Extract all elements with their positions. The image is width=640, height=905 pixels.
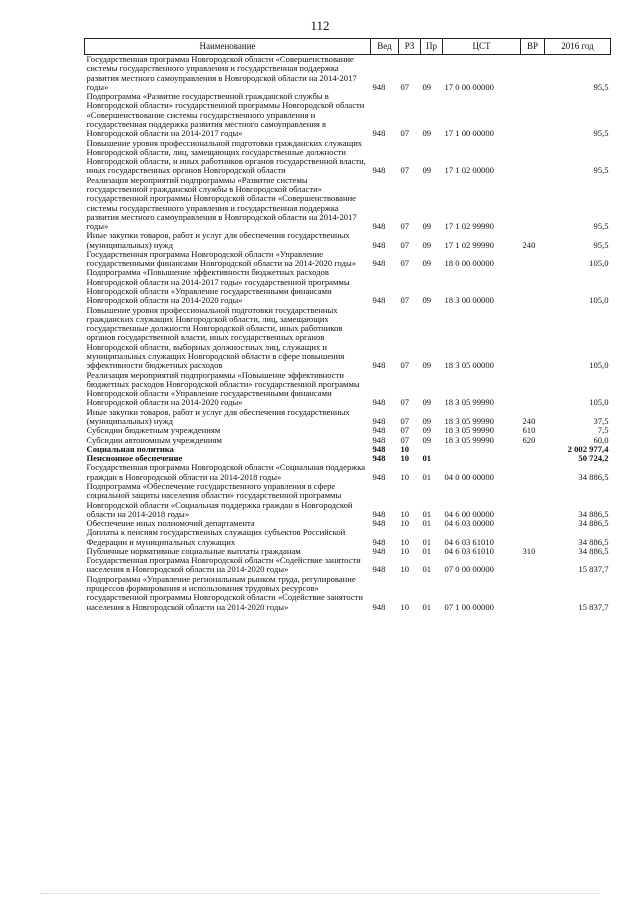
cell-rz: 07 <box>400 434 410 445</box>
cell-cst: 18 3 05 99990 <box>444 397 494 408</box>
cell-sum: 95,5 <box>593 81 609 92</box>
cell-sum: 37,5 <box>593 415 609 426</box>
cell-name: Подпрограмма «Обеспечение государственного управления в сфере социальной защиты населения области» государственной программы Новгородской области «Социальная поддержка граждан в Новгородской области на 2014-2018 годы» <box>86 480 353 519</box>
cell-sum: 34 886,5 <box>578 471 609 482</box>
table-row <box>85 268 611 305</box>
cell-ved: 948 <box>372 508 386 519</box>
cell-cst: 07 0 00 00000 <box>444 564 494 575</box>
cell-rz: 10 <box>400 601 410 612</box>
cell-sum: 34 886,5 <box>578 518 609 529</box>
cell-ved: 948 <box>372 471 386 482</box>
table-row <box>85 250 611 269</box>
header-ved: Вед <box>371 39 399 55</box>
cell-vr <box>521 371 545 408</box>
cell-cst: 18 3 05 99990 <box>444 434 494 445</box>
cell-pr: 09 <box>422 128 432 139</box>
cell-sum: 95,5 <box>593 165 609 176</box>
cell-cst <box>443 454 521 463</box>
cell-vr <box>521 556 545 575</box>
cell-vr <box>521 92 545 138</box>
cell-sum: 15 837,7 <box>578 601 609 612</box>
table-row <box>85 231 611 250</box>
cell-cst: 04 6 03 61010 <box>444 545 494 556</box>
cell-cst: 18 3 05 99990 <box>444 415 494 426</box>
cell-name: Субсидии автономным учреждениям <box>86 434 222 445</box>
cell-vr <box>521 268 545 305</box>
cell-vr: 240 <box>522 415 536 426</box>
cell-rz: 07 <box>400 415 410 426</box>
table-row <box>85 176 611 232</box>
cell-vr <box>521 176 545 232</box>
table-row <box>85 556 611 575</box>
cell-pr: 09 <box>422 81 432 92</box>
cell-name: Повышение уровня профессиональной подготовки гражданских служащих Новгородской области, лиц, замещающих государственные должности Новгородской области, и иных работников органов государственной власти, иных государственных органов Новгородской области <box>86 137 366 176</box>
cell-cst <box>443 445 521 454</box>
cell-pr: 09 <box>422 434 432 445</box>
table-row <box>85 371 611 408</box>
cell-ved: 948 <box>372 434 386 445</box>
cell-vr <box>521 482 545 519</box>
cell-rz: 07 <box>400 360 410 371</box>
table-row <box>85 528 611 547</box>
page-number: 112 <box>310 18 330 33</box>
cell-vr <box>521 575 545 612</box>
cell-cst: 17 1 02 99990 <box>444 221 494 232</box>
table-row <box>85 139 611 176</box>
cell-cst: 18 3 00 00000 <box>444 295 494 306</box>
cell-sum: 50 724,2 <box>578 453 609 464</box>
cell-vr <box>521 55 545 93</box>
cell-name: Подпрограмма «Управление региональным рынком труда, регулирование процессов формирования и использования трудовых ресурсов» государственной программы Новгородской области «Содействие занятости населения в Новгородской области на 2014-2020 годы» <box>86 573 364 612</box>
cell-pr: 09 <box>422 295 432 306</box>
cell-rz: 07 <box>400 221 410 232</box>
cell-vr: 620 <box>522 434 536 445</box>
cell-rz: 07 <box>400 128 410 139</box>
cell-pr: 01 <box>422 453 432 464</box>
cell-rz: 07 <box>400 165 410 176</box>
cell-rz: 07 <box>400 81 410 92</box>
cell-ved: 948 <box>372 295 386 306</box>
cell-cst: 04 6 03 00000 <box>444 518 494 529</box>
cell-rz: 10 <box>400 545 410 556</box>
budget-table <box>84 38 611 612</box>
cell-name: Иные закупки товаров, работ и услуг для обеспечения государственных (муниципальных) нужд <box>86 230 350 250</box>
cell-sum: 95,5 <box>593 239 609 250</box>
table-row <box>85 306 611 371</box>
cell-ved: 948 <box>372 545 386 556</box>
cell-sum: 15 837,7 <box>578 564 609 575</box>
cell-vr: 240 <box>522 239 536 250</box>
cell-cst: 04 6 03 61010 <box>444 536 494 547</box>
cell-sum: 95,5 <box>593 221 609 232</box>
cell-rz: 07 <box>400 425 410 436</box>
cell-pr: 01 <box>422 545 432 556</box>
cell-vr <box>521 306 545 371</box>
cell-ved: 948 <box>372 360 386 371</box>
cell-vr <box>521 445 545 454</box>
cell-cst: 07 1 00 00000 <box>444 601 494 612</box>
cell-name: Обеспечение иных полномочий департамента <box>86 518 255 529</box>
cell-pr: 09 <box>422 221 432 232</box>
cell-vr <box>521 250 545 269</box>
cell-pr: 09 <box>422 415 432 426</box>
cell-ved: 948 <box>372 165 386 176</box>
cell-rz: 07 <box>400 239 410 250</box>
cell-pr: 09 <box>422 425 432 436</box>
table-row <box>85 408 611 427</box>
header-cst: ЦСТ <box>443 39 521 55</box>
cell-name: Государственная программа Новгородской области «Совершенствование системы государственного управления и государственная поддержка развития местного самоуправления в Новгородской области на 2014-2017 годы» <box>86 54 357 92</box>
cell-cst: 04 0 00 00000 <box>444 471 494 482</box>
scan-edge-marks <box>40 893 600 898</box>
cell-name: Публичные нормативные социальные выплаты гражданам <box>86 545 301 556</box>
cell-ved: 948 <box>372 258 386 269</box>
cell-cst: 17 1 02 99990 <box>444 239 494 250</box>
header-rz: РЗ <box>399 39 421 55</box>
header-sum: 2016 год <box>545 39 611 55</box>
cell-rz: 07 <box>400 258 410 269</box>
cell-ved: 948 <box>372 128 386 139</box>
cell-name: Иные закупки товаров, работ и услуг для обеспечения государственных (муниципальных) нужд <box>86 406 350 426</box>
cell-sum: 105,0 <box>589 258 609 269</box>
cell-ved: 948 <box>372 397 386 408</box>
cell-cst: 17 1 02 00000 <box>444 165 494 176</box>
cell-rz: 10 <box>400 471 410 482</box>
cell-pr: 09 <box>422 360 432 371</box>
cell-pr: 01 <box>422 564 432 575</box>
cell-pr: 09 <box>422 258 432 269</box>
cell-name: Социальная политика <box>86 443 174 454</box>
cell-rz: 10 <box>400 564 410 575</box>
cell-ved: 948 <box>372 81 386 92</box>
cell-pr: 01 <box>422 508 432 519</box>
cell-ved: 948 <box>372 518 386 529</box>
cell-pr: 01 <box>422 518 432 529</box>
cell-sum: 34 886,5 <box>578 508 609 519</box>
cell-sum: 60,0 <box>593 434 609 445</box>
cell-name: Государственная программа Новгородской области «Управление государственными финансами Новгородской области на 2014-2020 годы» <box>86 248 357 269</box>
cell-pr: 01 <box>422 601 432 612</box>
cell-ved: 948 <box>372 425 386 436</box>
cell-ved: 948 <box>372 601 386 612</box>
header-name: Наименование <box>85 39 371 55</box>
cell-ved: 948 <box>372 221 386 232</box>
cell-vr <box>521 454 545 463</box>
cell-name: Реализация мероприятий подпрограммы «Повышение эффективности бюджетных расходов Новгородской области» государственной программы Новгородской области «Управление государственными финансами Новгородской области на 2014-2020 годы» <box>86 369 360 408</box>
cell-vr: 610 <box>522 425 536 436</box>
cell-name: Субсидии бюджетным учреждениям <box>86 425 221 436</box>
cell-pr: 01 <box>422 536 432 547</box>
cell-cst: 18 3 05 00000 <box>444 360 494 371</box>
cell-vr <box>521 139 545 176</box>
table-row <box>85 482 611 519</box>
cell-ved: 948 <box>372 564 386 575</box>
cell-sum: 105,0 <box>589 295 609 306</box>
cell-rz: 10 <box>400 453 410 464</box>
table-row <box>85 92 611 138</box>
cell-ved: 948 <box>372 415 386 426</box>
cell-vr <box>521 528 545 547</box>
cell-vr <box>521 463 545 482</box>
cell-rz: 10 <box>400 443 410 454</box>
cell-name: Повышение уровня профессиональной подготовки государственных гражданских служащих Новгородской области, лиц, замещающих государственные должности Новгородской области, иных работников органов государственной власти, иных государственных органов Новгородской области, выборных должностных лиц, служащих и муниципальных служащих Новгородской области в сфере повышения эффективности бюджетных расходов <box>86 304 345 371</box>
cell-cst: 18 0 00 00000 <box>444 258 494 269</box>
cell-cst: 17 1 00 00000 <box>444 128 494 139</box>
cell-vr: 310 <box>522 545 536 556</box>
cell-name: Реализация мероприятий подпрограммы «Развитие системы государственной гражданской службы в Новгородской области» государственной программы Новгородской области «Совершенствование системы государственного управления и государственная поддержка развития местного самоуправления в Новгородской области на 2014-2017 годы» <box>86 174 357 232</box>
cell-pr: 09 <box>422 397 432 408</box>
cell-cst: 17 0 00 00000 <box>444 81 494 92</box>
cell-ved: 948 <box>372 443 386 454</box>
cell-sum: 105,0 <box>589 360 609 371</box>
cell-rz: 10 <box>400 518 410 529</box>
cell-vr <box>521 519 545 528</box>
cell-name: Доплаты к пенсиям государственных служащих субъектов Российской Федерации и муниципальных служащих <box>86 527 346 547</box>
cell-name: Государственная программа Новгородской области «Социальная поддержка граждан в Новгородской области на 2014-2018 годы» <box>86 462 366 482</box>
cell-sum: 105,0 <box>589 397 609 408</box>
cell-pr: 09 <box>422 165 432 176</box>
cell-rz: 07 <box>400 295 410 306</box>
header-pr: Пр <box>421 39 443 55</box>
cell-name: Государственная программа Новгородской области «Содействие занятости населения в Новгородской области на 2014-2020 годы» <box>86 555 361 575</box>
cell-sum: 34 886,5 <box>578 536 609 547</box>
cell-cst: 18 3 05 99990 <box>444 425 494 436</box>
cell-rz: 10 <box>400 508 410 519</box>
table-row <box>85 55 611 93</box>
cell-ved: 948 <box>372 239 386 250</box>
cell-pr: 09 <box>422 239 432 250</box>
cell-rz: 10 <box>400 536 410 547</box>
cell-pr: 01 <box>422 471 432 482</box>
cell-rz: 07 <box>400 397 410 408</box>
cell-name: Подпрограмма «Развитие государственной гражданской службы в Новгородской области» государственной программы Новгородской области «Совершенствование системы государственного управления и государственная поддержка развития местного самоуправления в Новгородской области на 2014-2017 годы» <box>86 91 365 139</box>
cell-sum: 7,5 <box>597 425 609 436</box>
cell-sum: 34 886,5 <box>578 545 609 556</box>
table-header <box>85 39 611 55</box>
table-row <box>85 575 611 612</box>
table-row <box>85 463 611 482</box>
cell-sum: 95,5 <box>593 128 609 139</box>
table-body <box>85 55 611 612</box>
cell-sum: 2 002 977,4 <box>567 443 609 454</box>
header-vr: ВР <box>521 39 545 55</box>
cell-ved: 948 <box>372 453 386 464</box>
cell-ved: 948 <box>372 536 386 547</box>
cell-cst: 04 6 00 00000 <box>444 508 494 519</box>
cell-name: Пенсионное обеспечение <box>86 453 183 464</box>
cell-name: Подпрограмма «Повышение эффективности бюджетных расходов Новгородской области на 2014-2017 годы» государственной программы Новгородской области «Управление государственными финансами Новгородской области на 2014-2020 годы» <box>86 267 350 306</box>
